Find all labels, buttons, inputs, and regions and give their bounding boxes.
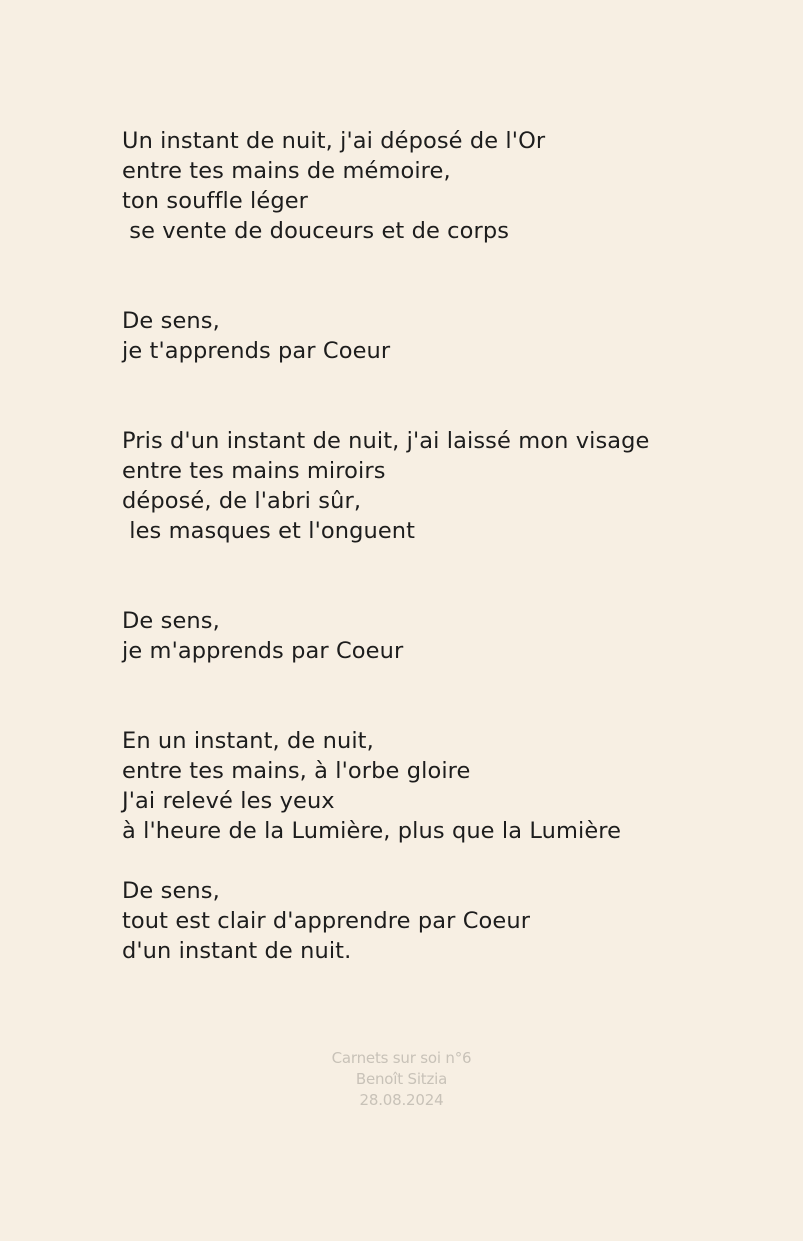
- signature-block: [0, 1048, 803, 1111]
- collection-title: Carnets sur soi n°6: [331, 1049, 472, 1067]
- poem-line: les masques et l'onguent: [122, 518, 416, 544]
- poem-body: [122, 126, 762, 966]
- stanza-gap: [122, 666, 762, 696]
- date-label: 28.08.2024: [359, 1091, 444, 1109]
- refrain-3: [122, 876, 762, 966]
- author-name: Benoît Sitzia: [355, 1070, 448, 1088]
- poem-line: De sens,: [122, 608, 220, 634]
- stanza-gap: [122, 396, 762, 426]
- poem-line: ton souffle léger: [122, 188, 309, 214]
- stanza-2: [122, 426, 762, 546]
- poem-line: entre tes mains, à l'orbe gloire: [122, 758, 471, 784]
- stanza-gap: [122, 846, 762, 876]
- poem-line: De sens,: [122, 308, 220, 334]
- poem-line: d'un instant de nuit.: [122, 938, 352, 964]
- stanza-gap: [122, 246, 762, 276]
- stanza-gap: [122, 696, 762, 726]
- poem-line: se vente de douceurs et de corps: [122, 218, 510, 244]
- stanza-gap: [122, 276, 762, 306]
- stanza-1: [122, 126, 762, 246]
- poem-line: entre tes mains de mémoire,: [122, 158, 451, 184]
- stanza-gap: [122, 576, 762, 606]
- stanza-3: [122, 726, 762, 846]
- poem-line: à l'heure de la Lumière, plus que la Lumière: [122, 818, 622, 844]
- poem-line: déposé, de l'abri sûr,: [122, 488, 362, 514]
- poem-line: tout est clair d'apprendre par Coeur: [122, 908, 531, 934]
- poem-line: je m'apprends par Coeur: [122, 638, 404, 664]
- refrain-2: [122, 606, 762, 666]
- poem-line: Un instant de nuit, j'ai déposé de l'Or: [122, 128, 546, 154]
- poem-line: J'ai relevé les yeux: [122, 788, 335, 814]
- stanza-gap: [122, 366, 762, 396]
- poem-line: Pris d'un instant de nuit, j'ai laissé mon visage: [122, 428, 650, 454]
- stanza-gap: [122, 546, 762, 576]
- poem-line: De sens,: [122, 878, 220, 904]
- poem-line: je t'apprends par Coeur: [122, 338, 391, 364]
- refrain-1: [122, 306, 762, 366]
- poem-line: En un instant, de nuit,: [122, 728, 374, 754]
- poem-line: entre tes mains miroirs: [122, 458, 386, 484]
